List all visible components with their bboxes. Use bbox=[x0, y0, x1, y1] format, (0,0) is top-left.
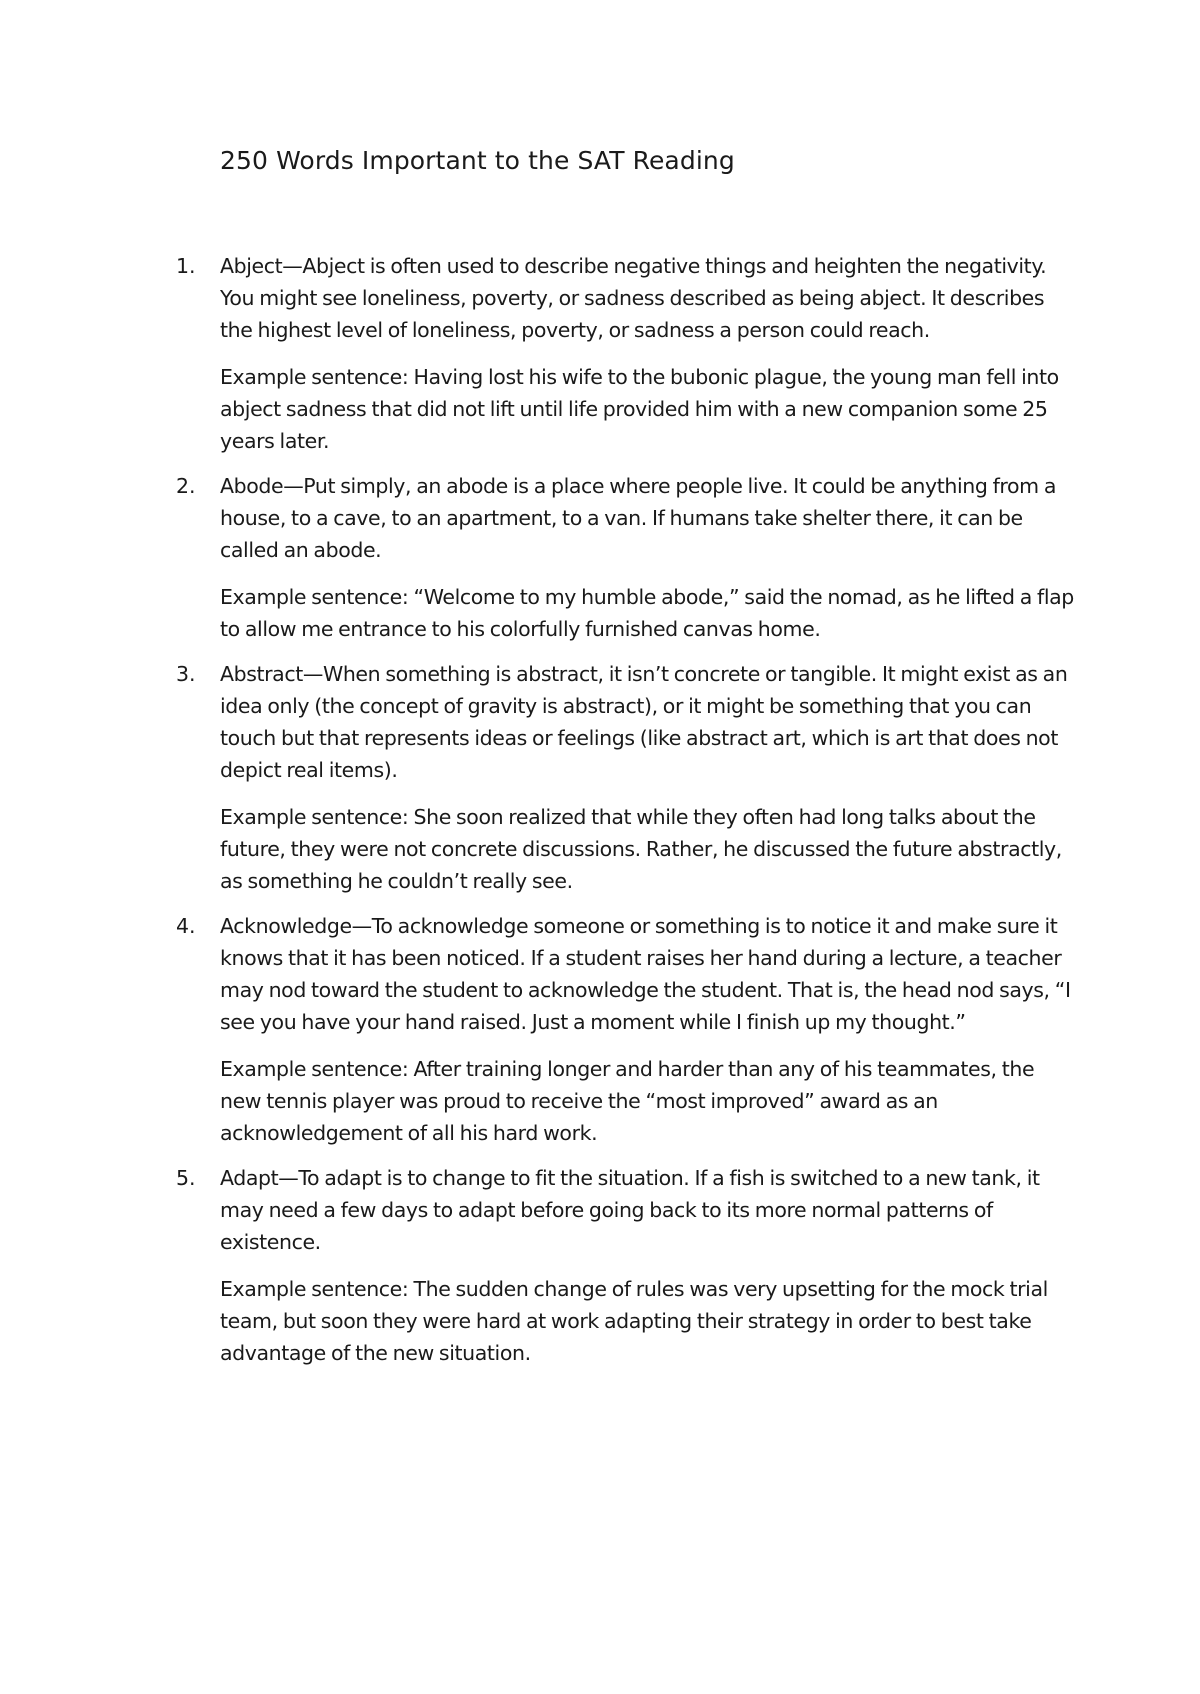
list-item bbox=[176, 470, 1076, 645]
list-item bbox=[176, 658, 1076, 897]
item-number: 1. bbox=[176, 254, 196, 278]
example-sentence: Example sentence: The sudden change of rules was very upsetting for the mock trial team, but soon they were hard at work adapting their strategy in order to best take advantage of the new situation. bbox=[220, 1277, 1048, 1365]
example-sentence: Example sentence: She soon realized that while they often had long talks about the future, they were not concrete discussions. Rather, he discussed the future abstractly, as something he couldn’t really see. bbox=[220, 805, 1062, 893]
definition-text: Adapt—To adapt is to change to fit the situation. If a fish is switched to a new tank, it may need a few days to adapt before going back to its more normal patterns of existence. bbox=[220, 1166, 1040, 1254]
definition-text: Abstract—When something is abstract, it isn’t concrete or tangible. It might exist as an idea only (the concept of gravity is abstract), or it might be something that you can touch but that represents ideas or feelings (like abstract art, which is art that does not depict real items). bbox=[220, 662, 1068, 782]
example-sentence: Example sentence: Having lost his wife to the bubonic plague, the young man fell into abject sadness that did not lift until life provided him with a new companion some 25 years later. bbox=[220, 365, 1059, 453]
definition-text: Abject—Abject is often used to describe negative things and heighten the negativity. You might see loneliness, poverty, or sadness described as being abject. It describes the highest level of loneliness, poverty, or sadness a person could reach. bbox=[220, 254, 1047, 342]
definition-text: Abode—Put simply, an abode is a place where people live. It could be anything from a house, to a cave, to an apartment, to a van. If humans take shelter there, it can be called an abode. bbox=[220, 474, 1056, 562]
list-item bbox=[176, 1162, 1076, 1369]
example-sentence: Example sentence: “Welcome to my humble abode,” said the nomad, as he lifted a flap to allow me entrance to his colorfully furnished canvas home. bbox=[220, 585, 1074, 641]
example-sentence: Example sentence: After training longer and harder than any of his teammates, the new tennis player was proud to receive the “most improved” award as an acknowledgement of all his hard work. bbox=[220, 1057, 1035, 1145]
list-item bbox=[176, 250, 1076, 457]
list-item bbox=[176, 910, 1076, 1149]
definition-text: Acknowledge—To acknowledge someone or something is to notice it and make sure it knows that it has been noticed. If a student raises her hand during a lecture, a teacher may nod toward the student to acknowledge the student. That is, the head nod says, “I see you have your hand raised. Just a moment while I finish up my thought.” bbox=[220, 914, 1071, 1034]
page-title: 250 Words Important to the SAT Reading bbox=[220, 146, 735, 175]
item-number: 4. bbox=[176, 914, 196, 938]
item-number: 2. bbox=[176, 474, 196, 498]
word-list bbox=[176, 250, 1076, 1382]
item-number: 3. bbox=[176, 662, 196, 686]
item-number: 5. bbox=[176, 1166, 196, 1190]
